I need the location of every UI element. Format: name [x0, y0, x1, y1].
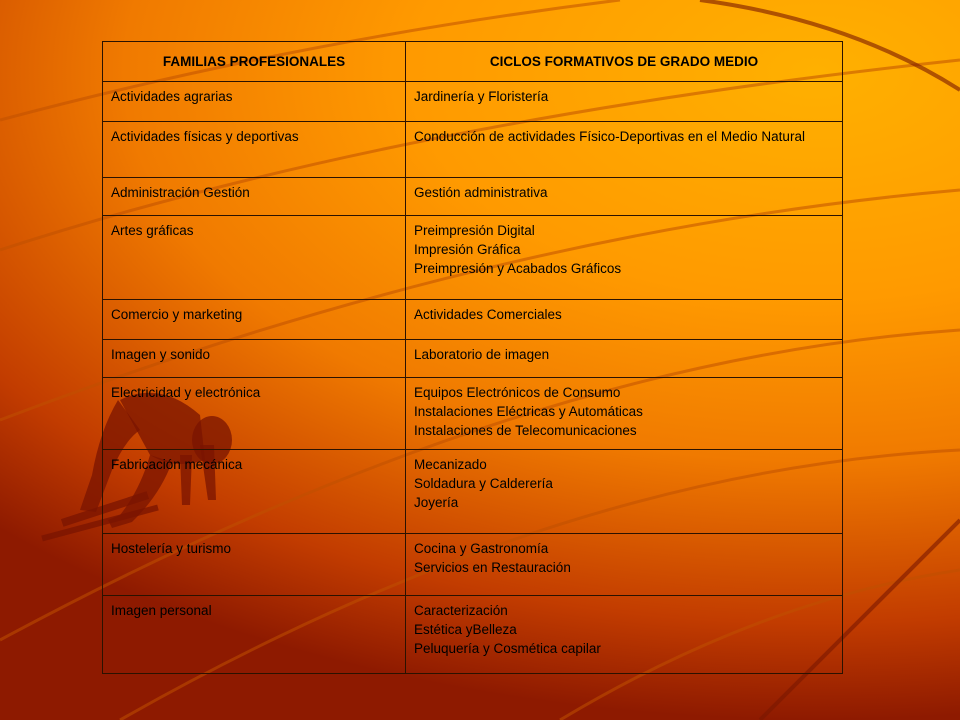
ciclo-item: Mecanizado [414, 457, 487, 472]
table-row [103, 82, 843, 122]
ciclo-item: Soldadura y Calderería [414, 476, 553, 491]
familia-cell: Imagen personal [103, 596, 406, 674]
table-row [103, 340, 843, 378]
ciclo-item: Laboratorio de imagen [414, 347, 550, 362]
familia-cell: Administración Gestión [103, 178, 406, 216]
table-row [103, 534, 843, 596]
ciclo-item: Gestión administrativa [414, 185, 548, 200]
ciclo-item: Peluquería y Cosmética capilar [414, 641, 601, 656]
familia-cell: Hostelería y turismo [103, 534, 406, 596]
ciclo-item: Joyería [414, 495, 459, 510]
ciclo-item: Equipos Electrónicos de Consumo [414, 385, 621, 400]
table-row [103, 122, 843, 178]
ciclos-cell [406, 300, 843, 340]
ciclos-cell [406, 378, 843, 450]
familia-cell: Actividades físicas y deportivas [103, 122, 406, 178]
table-row [103, 178, 843, 216]
ciclo-item: Servicios en Restauración [414, 560, 571, 575]
familia-cell: Comercio y marketing [103, 300, 406, 340]
ciclo-item: Caracterización [414, 603, 508, 618]
table-row [103, 378, 843, 450]
table-row [103, 216, 843, 300]
ciclo-item: Jardinería y Floristería [414, 89, 549, 104]
familia-cell: Artes gráficas [103, 216, 406, 300]
header-familias: FAMILIAS PROFESIONALES [103, 42, 406, 82]
ciclos-cell [406, 178, 843, 216]
ciclos-cell [406, 534, 843, 596]
table-header-row [103, 42, 843, 82]
ciclo-item: Preimpresión y Acabados Gráficos [414, 261, 622, 276]
ciclo-item: Preimpresión Digital [414, 223, 535, 238]
ciclos-cell [406, 122, 843, 178]
ciclos-cell [406, 340, 843, 378]
ciclo-item: Conducción de actividades Físico-Deportivas en el Medio Natural [414, 129, 805, 144]
ciclo-item: Estética yBelleza [414, 622, 517, 637]
ciclo-item: Instalaciones Eléctricas y Automáticas [414, 404, 643, 419]
table-row [103, 450, 843, 534]
header-ciclos: CICLOS FORMATIVOS DE GRADO MEDIO [406, 42, 843, 82]
ciclo-item: Cocina y Gastronomía [414, 541, 549, 556]
familia-cell: Electricidad y electrónica [103, 378, 406, 450]
ciclo-item: Actividades Comerciales [414, 307, 562, 322]
table-row [103, 596, 843, 674]
ciclo-item: Impresión Gráfica [414, 242, 521, 257]
familia-cell: Imagen y sonido [103, 340, 406, 378]
familia-cell: Fabricación mecánica [103, 450, 406, 534]
ciclos-cell [406, 216, 843, 300]
table-container [102, 41, 843, 673]
ciclos-cell [406, 450, 843, 534]
table-row [103, 300, 843, 340]
ciclos-cell [406, 596, 843, 674]
ciclos-table [102, 41, 843, 674]
ciclo-item: Instalaciones de Telecomunicaciones [414, 423, 637, 438]
familia-cell: Actividades agrarias [103, 82, 406, 122]
ciclos-cell [406, 82, 843, 122]
